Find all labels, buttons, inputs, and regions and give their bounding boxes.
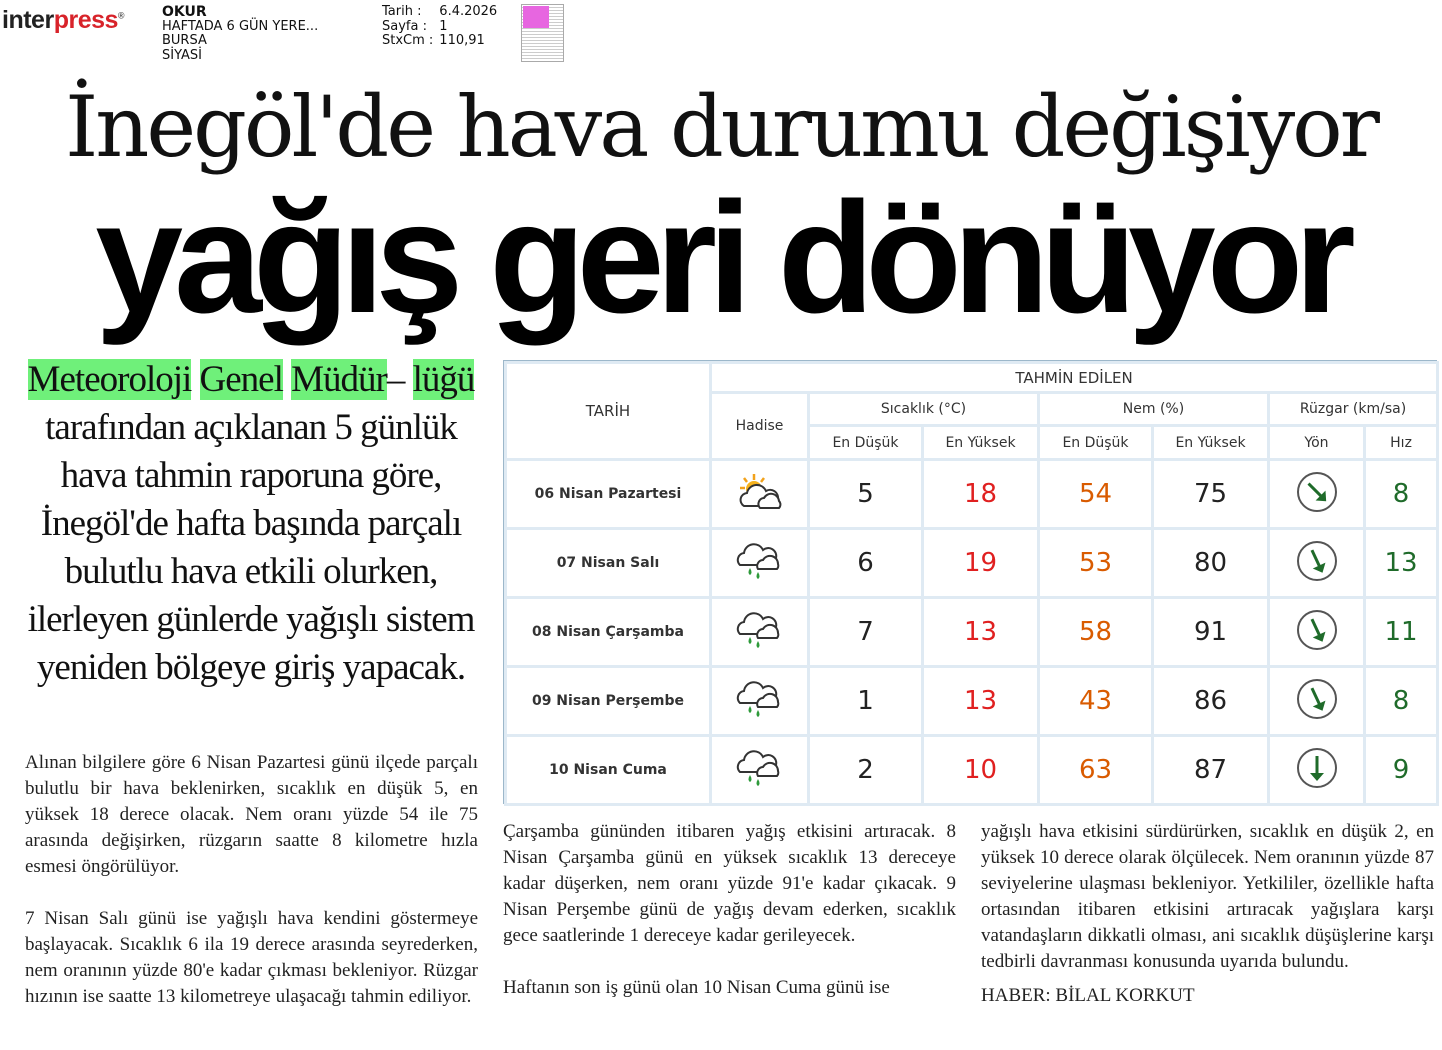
humidity-max: 86: [1153, 667, 1269, 736]
lead-paragraph: [22, 356, 480, 692]
subheader-nem-en-dusuk: En Düşük: [1039, 426, 1153, 460]
temp-min: 6: [809, 529, 923, 598]
wind-direction-arrow-icon: [1269, 736, 1365, 805]
publication-name: OKUR: [162, 4, 207, 20]
header-ruzgar: Rüzgar (km/sa): [1269, 393, 1438, 426]
temp-max: 13: [923, 667, 1039, 736]
lead-hyphen: –: [386, 359, 405, 400]
header-tarih: TARİH: [506, 363, 711, 460]
lead-highlight-1: Meteoroloji: [27, 359, 192, 400]
lead-highlight-2: Genel: [199, 359, 283, 400]
header-tahmin-edilen: TAHMİN EDİLEN: [711, 363, 1438, 393]
interpress-logo: interpress®: [2, 6, 125, 34]
subheader-sicaklik-en-dusuk: En Düşük: [809, 426, 923, 460]
publication-section: SİYASİ: [162, 47, 202, 63]
header-hadise: Hadise: [711, 393, 809, 460]
subheader-nem-en-yuksek: En Yüksek: [1153, 426, 1269, 460]
wind-direction-arrow-icon: [1269, 529, 1365, 598]
partly-cloudy-sun-icon: [711, 460, 809, 529]
forecast-date: 06 Nisan Pazartesi: [506, 460, 711, 529]
date-label: Tarih :: [382, 4, 422, 19]
byline: HABER: BİLAL KORKUT: [981, 985, 1195, 1006]
clipping-meta-publication: [162, 5, 318, 63]
wind-speed: 8: [1365, 460, 1438, 529]
publication-city: BURSA: [162, 33, 207, 48]
article-paragraph: 7 Nisan Salı günü ise yağışlı hava kendini göstermeye başlayacak. Sıcaklık 6 ila 19 derece arasında seyrederken, nem oranının yüzde 80'e kadar çıkması bekleniyor. Rüzgar hızının ise saatte 13 kilometreye ulaşacağı tahmin ediliyor.: [25, 908, 478, 1007]
humidity-min: 63: [1039, 736, 1153, 805]
header-nem: Nem (%): [1039, 393, 1269, 426]
forecast-row: [506, 529, 1438, 598]
wind-speed: 13: [1365, 529, 1438, 598]
wind-direction-arrow-icon: [1269, 598, 1365, 667]
date-value: 6.4.2026: [439, 4, 498, 19]
forecast-date: 10 Nisan Cuma: [506, 736, 711, 805]
forecast-date: 07 Nisan Salı: [506, 529, 711, 598]
humidity-max: 80: [1153, 529, 1269, 598]
temp-max: 19: [923, 529, 1039, 598]
temp-min: 2: [809, 736, 923, 805]
temp-min: 7: [809, 598, 923, 667]
stxcm-label: StxCm :: [382, 33, 434, 48]
wind-speed: 11: [1365, 598, 1438, 667]
article-paragraph: yağışlı hava etkisini sürdürürken, sıcaklık en düşük 2, en yüksek 10 derece olarak ölçülecek. Nem oranının yüzde 87 seviyelerine ulaşması bekleniyor. Yetkililer, özellikle hafta ortasından itibaren etkisini artıracak yağışlara karşı vatandaşların dikkatli olması, ani sıcaklık düşüşlerine karşı tedbirli davranması konusunda uyarıda bulundu.: [981, 821, 1434, 972]
forecast-row: [506, 736, 1438, 805]
humidity-min: 54: [1039, 460, 1153, 529]
subheader-sicaklik-en-yuksek: En Yüksek: [923, 426, 1039, 460]
wind-direction-arrow-icon: [1269, 460, 1365, 529]
clipping-meta-details: [382, 5, 503, 49]
lead-highlight-3: Müdür: [291, 359, 387, 400]
forecast-rows: [506, 460, 1438, 805]
rain-cloud-icon: [711, 598, 809, 667]
humidity-max: 91: [1153, 598, 1269, 667]
temp-min: 1: [809, 667, 923, 736]
rain-cloud-icon: [711, 667, 809, 736]
temp-min: 5: [809, 460, 923, 529]
headline-top: İnegöl'de hava durumu değişiyor: [65, 78, 1377, 176]
lead-highlight-4: lüğü: [412, 359, 475, 400]
lead-text: tarafından açıklanan 5 günlük hava tahmin raporuna göre, İnegöl'de hafta başında parçalı bulutlu hava etkili olurken, ilerleyen günlerde yağışlı sistem yeniden bölgeye giriş yapacak.: [27, 407, 475, 688]
weather-forecast-table: [503, 360, 1437, 804]
article-column-3: [981, 819, 1434, 1009]
humidity-max: 87: [1153, 736, 1269, 805]
article-column-1: [25, 750, 478, 1010]
page-value: 1: [439, 18, 448, 34]
rain-cloud-icon: [711, 736, 809, 805]
publication-note: HAFTADA 6 GÜN YERE...: [162, 18, 319, 34]
wind-speed: 9: [1365, 736, 1438, 805]
humidity-min: 53: [1039, 529, 1153, 598]
article-column-2: [503, 819, 956, 1001]
stxcm-value: 110,91: [439, 33, 485, 48]
temp-max: 18: [923, 460, 1039, 529]
wind-speed: 8: [1365, 667, 1438, 736]
page-label: Sayfa :: [382, 18, 427, 34]
headline-main: yağış geri dönüyor: [95, 170, 1347, 346]
temp-max: 13: [923, 598, 1039, 667]
forecast-row: [506, 460, 1438, 529]
rain-cloud-icon: [711, 529, 809, 598]
subheader-yon: Yön: [1269, 426, 1365, 460]
page-thumbnail[interactable]: [521, 4, 564, 62]
forecast-date: 09 Nisan Perşembe: [506, 667, 711, 736]
subheader-hiz: Hız: [1365, 426, 1438, 460]
forecast-row: [506, 598, 1438, 667]
article-paragraph: Haftanın son iş günü olan 10 Nisan Cuma günü ise: [503, 977, 890, 998]
article-paragraph: Çarşamba gününden itibaren yağış etkisini artıracak. 8 Nisan Çarşamba günü en yüksek sıcaklık 13 dereceye kadar düşerken, nem oranı yüzde 91'e kadar çıkacak. 9 Nisan Perşembe günü de yağış devam ederken, sıcaklık gece saatlerinde 1 dereceye kadar gerileyecek.: [503, 821, 956, 946]
forecast-row: [506, 667, 1438, 736]
article-paragraph: Alınan bilgilere göre 6 Nisan Pazartesi günü ilçede parçalı bulutlu bir hava beklenirken, sıcaklık en düşük 5, en yüksek 18 derece olacak. Nem oranı yüzde 54 ile 75 arasında değişirken, rüzgarın saatte 8 kilometre hızla esmesi öngörülüyor.: [25, 752, 478, 877]
humidity-min: 43: [1039, 667, 1153, 736]
temp-max: 10: [923, 736, 1039, 805]
header-sicaklik: Sıcaklık (°C): [809, 393, 1039, 426]
humidity-min: 58: [1039, 598, 1153, 667]
humidity-max: 75: [1153, 460, 1269, 529]
forecast-date: 08 Nisan Çarşamba: [506, 598, 711, 667]
wind-direction-arrow-icon: [1269, 667, 1365, 736]
